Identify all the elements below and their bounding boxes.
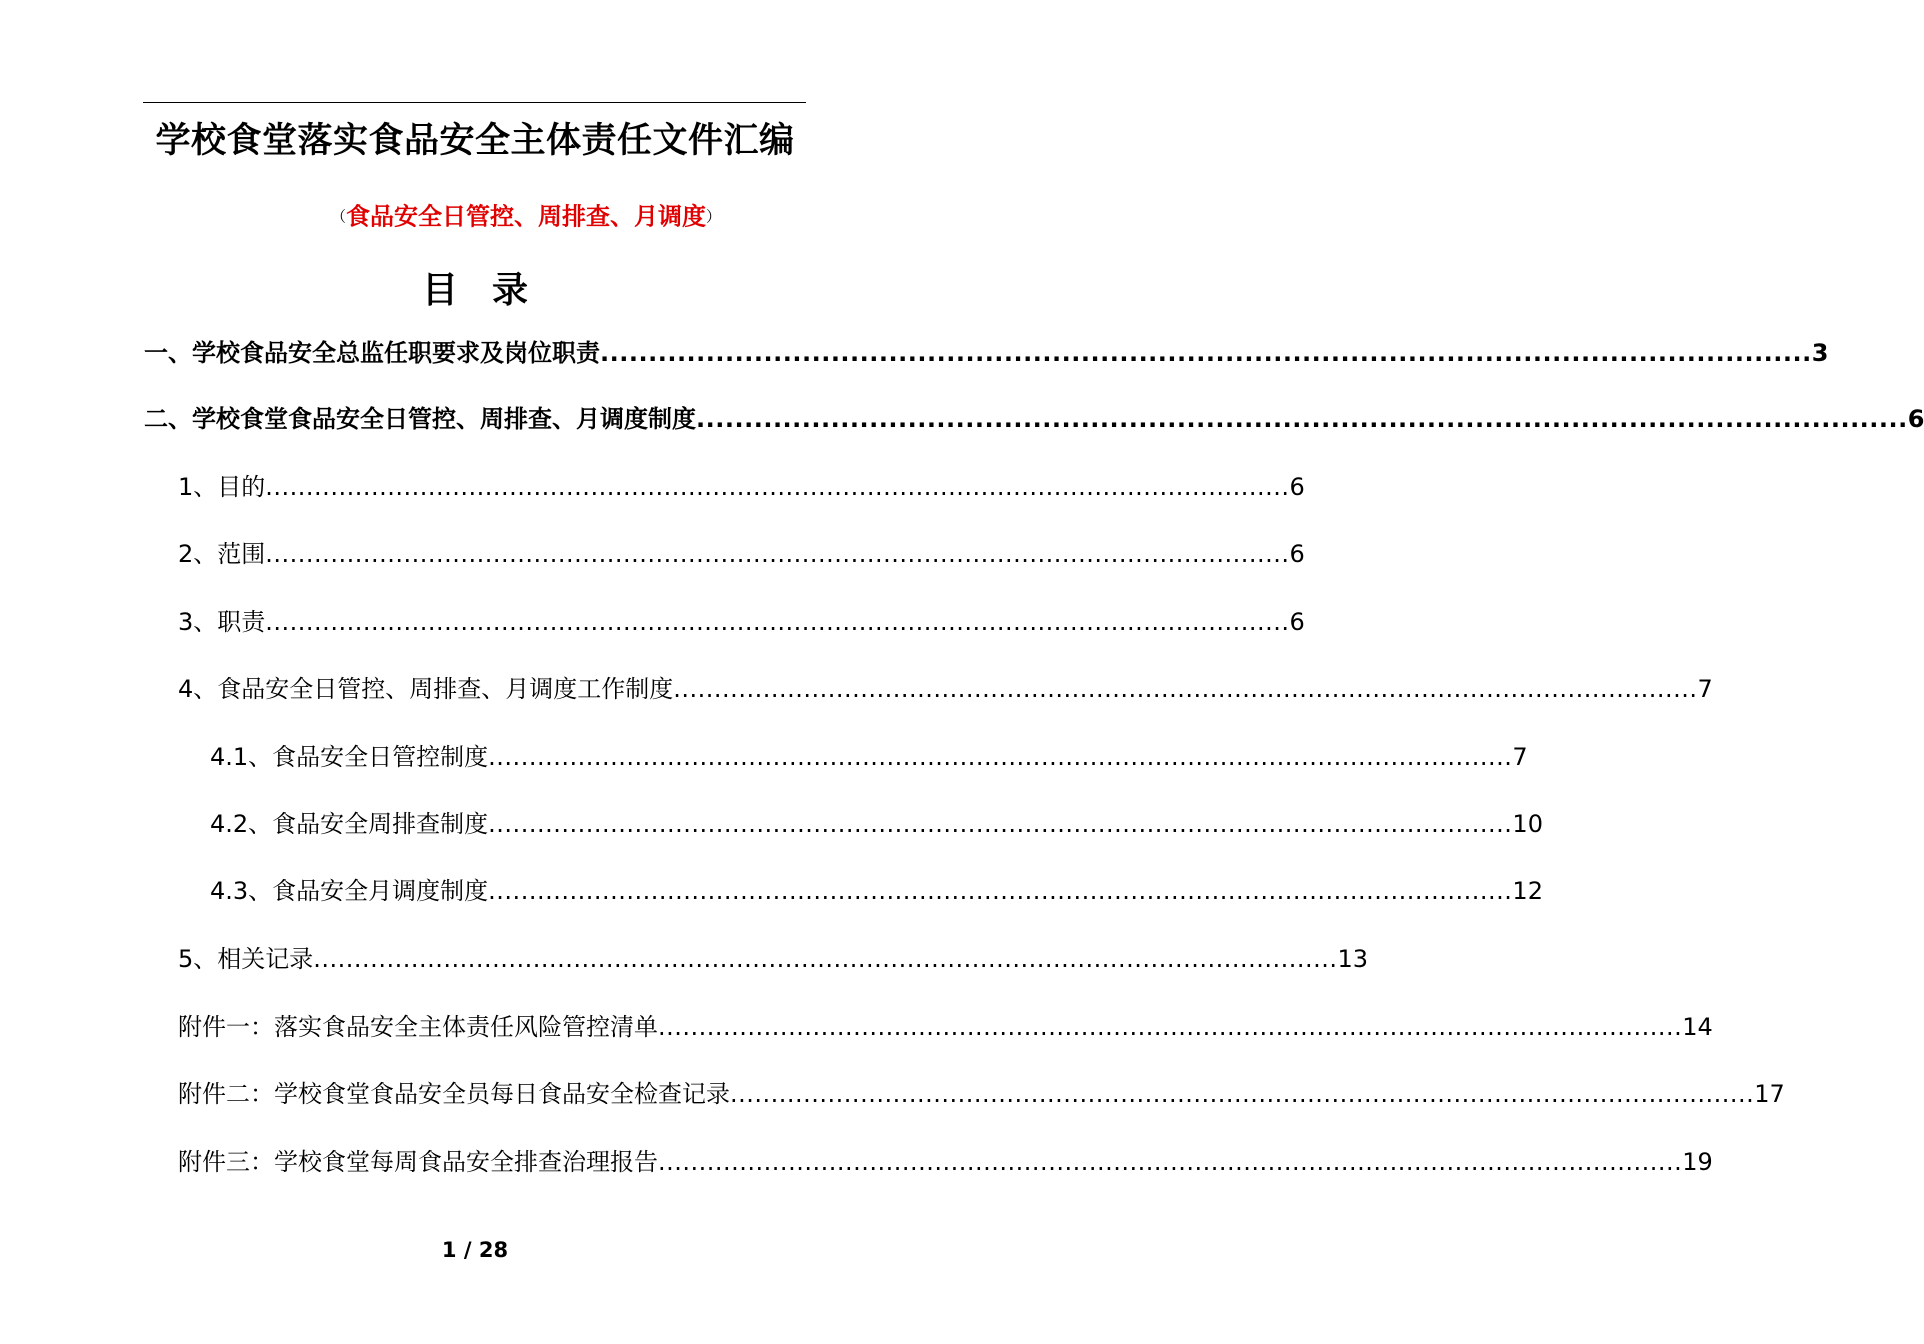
toc-entry-leader: ..............................................................................................................................	[673, 675, 1698, 703]
toc-entry-leader: ..............................................................................................................................	[658, 1148, 1683, 1176]
toc-heading	[0, 266, 950, 316]
toc-entry-leader: ..............................................................................................................................	[265, 473, 1290, 501]
toc-entry[interactable]	[178, 467, 1305, 507]
toc-entry-leader: ..............................................................................................................................	[488, 810, 1513, 838]
toc-entry-label: 1、目的	[178, 473, 266, 501]
toc-entry[interactable]	[144, 333, 1829, 373]
toc-entry[interactable]	[178, 939, 1369, 979]
toc-entry-leader: ..............................................................................................................................	[265, 540, 1290, 568]
toc-entry-page: 12	[1512, 877, 1543, 905]
toc-entry-label: 4.3、食品安全月调度制度	[210, 877, 489, 905]
toc-entry-page: 19	[1682, 1148, 1713, 1176]
toc-entry-leader: ..............................................................................................................................	[313, 945, 1338, 973]
toc-entry-page: 7	[1512, 743, 1528, 771]
toc-entry-label: 附件三：学校食堂每周食品安全排查治理报告	[178, 1148, 658, 1176]
toc-entry-page: 17	[1754, 1080, 1785, 1108]
toc-entry-label: 4、食品安全日管控、周排查、月调度工作制度	[178, 675, 674, 703]
toc-entry-label: 5、相关记录	[178, 945, 314, 973]
toc-entry-page: 14	[1682, 1013, 1713, 1041]
toc-entry-leader: ..............................................................................................................................	[730, 1080, 1755, 1108]
toc-heading-char-2: 录	[492, 270, 529, 311]
toc-entry-label: 附件一：落实食品安全主体责任风险管控清单	[178, 1013, 658, 1041]
toc-entry[interactable]	[178, 534, 1305, 574]
toc-entry-page: 3	[1811, 339, 1829, 367]
toc-entry-leader: ..............................................................................................................................	[265, 608, 1290, 636]
subtitle-open-paren: （	[330, 207, 346, 226]
toc-entry-label: 一、学校食品安全总监任职要求及岗位职责	[144, 339, 600, 367]
toc-entry-leader: ..............................................................................................................................	[600, 339, 1812, 367]
toc-entry-page: 6	[1289, 540, 1305, 568]
toc-entry-page: 6	[1289, 473, 1305, 501]
top-rule	[143, 102, 806, 103]
document-subtitle	[0, 196, 1052, 237]
toc-entry[interactable]	[178, 669, 1713, 709]
toc-entry[interactable]	[144, 399, 1924, 439]
toc-entry[interactable]	[210, 871, 1543, 911]
toc-entry[interactable]	[210, 737, 1528, 777]
toc-entry-label: 附件二：学校食堂食品安全员每日食品安全检查记录	[178, 1080, 730, 1108]
toc-entry[interactable]	[178, 1142, 1713, 1182]
toc-entry-page: 6	[1289, 608, 1305, 636]
toc-entry[interactable]	[178, 1007, 1713, 1047]
toc-entry[interactable]	[178, 1074, 1785, 1114]
toc-entry-leader: ..............................................................................................................................	[696, 405, 1908, 433]
toc-entry-page: 13	[1337, 945, 1369, 973]
toc-heading-char-1: 目	[421, 270, 458, 311]
toc-entry-leader: ..............................................................................................................................	[488, 877, 1513, 905]
document-title: 学校食堂落实食品安全主体责任文件汇编	[155, 121, 795, 161]
toc-entry-label: 2、范围	[178, 540, 266, 568]
page-indicator: 1 / 28	[441, 1238, 509, 1262]
toc-entry[interactable]	[210, 804, 1543, 844]
toc-entry-label: 4.1、食品安全日管控制度	[210, 743, 489, 771]
toc-entry-label: 4.2、食品安全周排查制度	[210, 810, 489, 838]
toc-entry[interactable]	[178, 602, 1305, 642]
toc-entry-page: 7	[1697, 675, 1713, 703]
toc-entry-leader: ..............................................................................................................................	[658, 1013, 1683, 1041]
toc-entry-label: 3、职责	[178, 608, 266, 636]
toc-entry-page: 10	[1512, 810, 1543, 838]
toc-entry-page: 6	[1907, 405, 1924, 433]
subtitle-text: 食品安全日管控、周排查、月调度	[346, 202, 706, 231]
subtitle-close-paren: ）	[706, 207, 722, 226]
toc-entry-leader: ..............................................................................................................................	[488, 743, 1513, 771]
toc-entry-label: 二、学校食堂食品安全日管控、周排查、月调度制度	[144, 405, 696, 433]
